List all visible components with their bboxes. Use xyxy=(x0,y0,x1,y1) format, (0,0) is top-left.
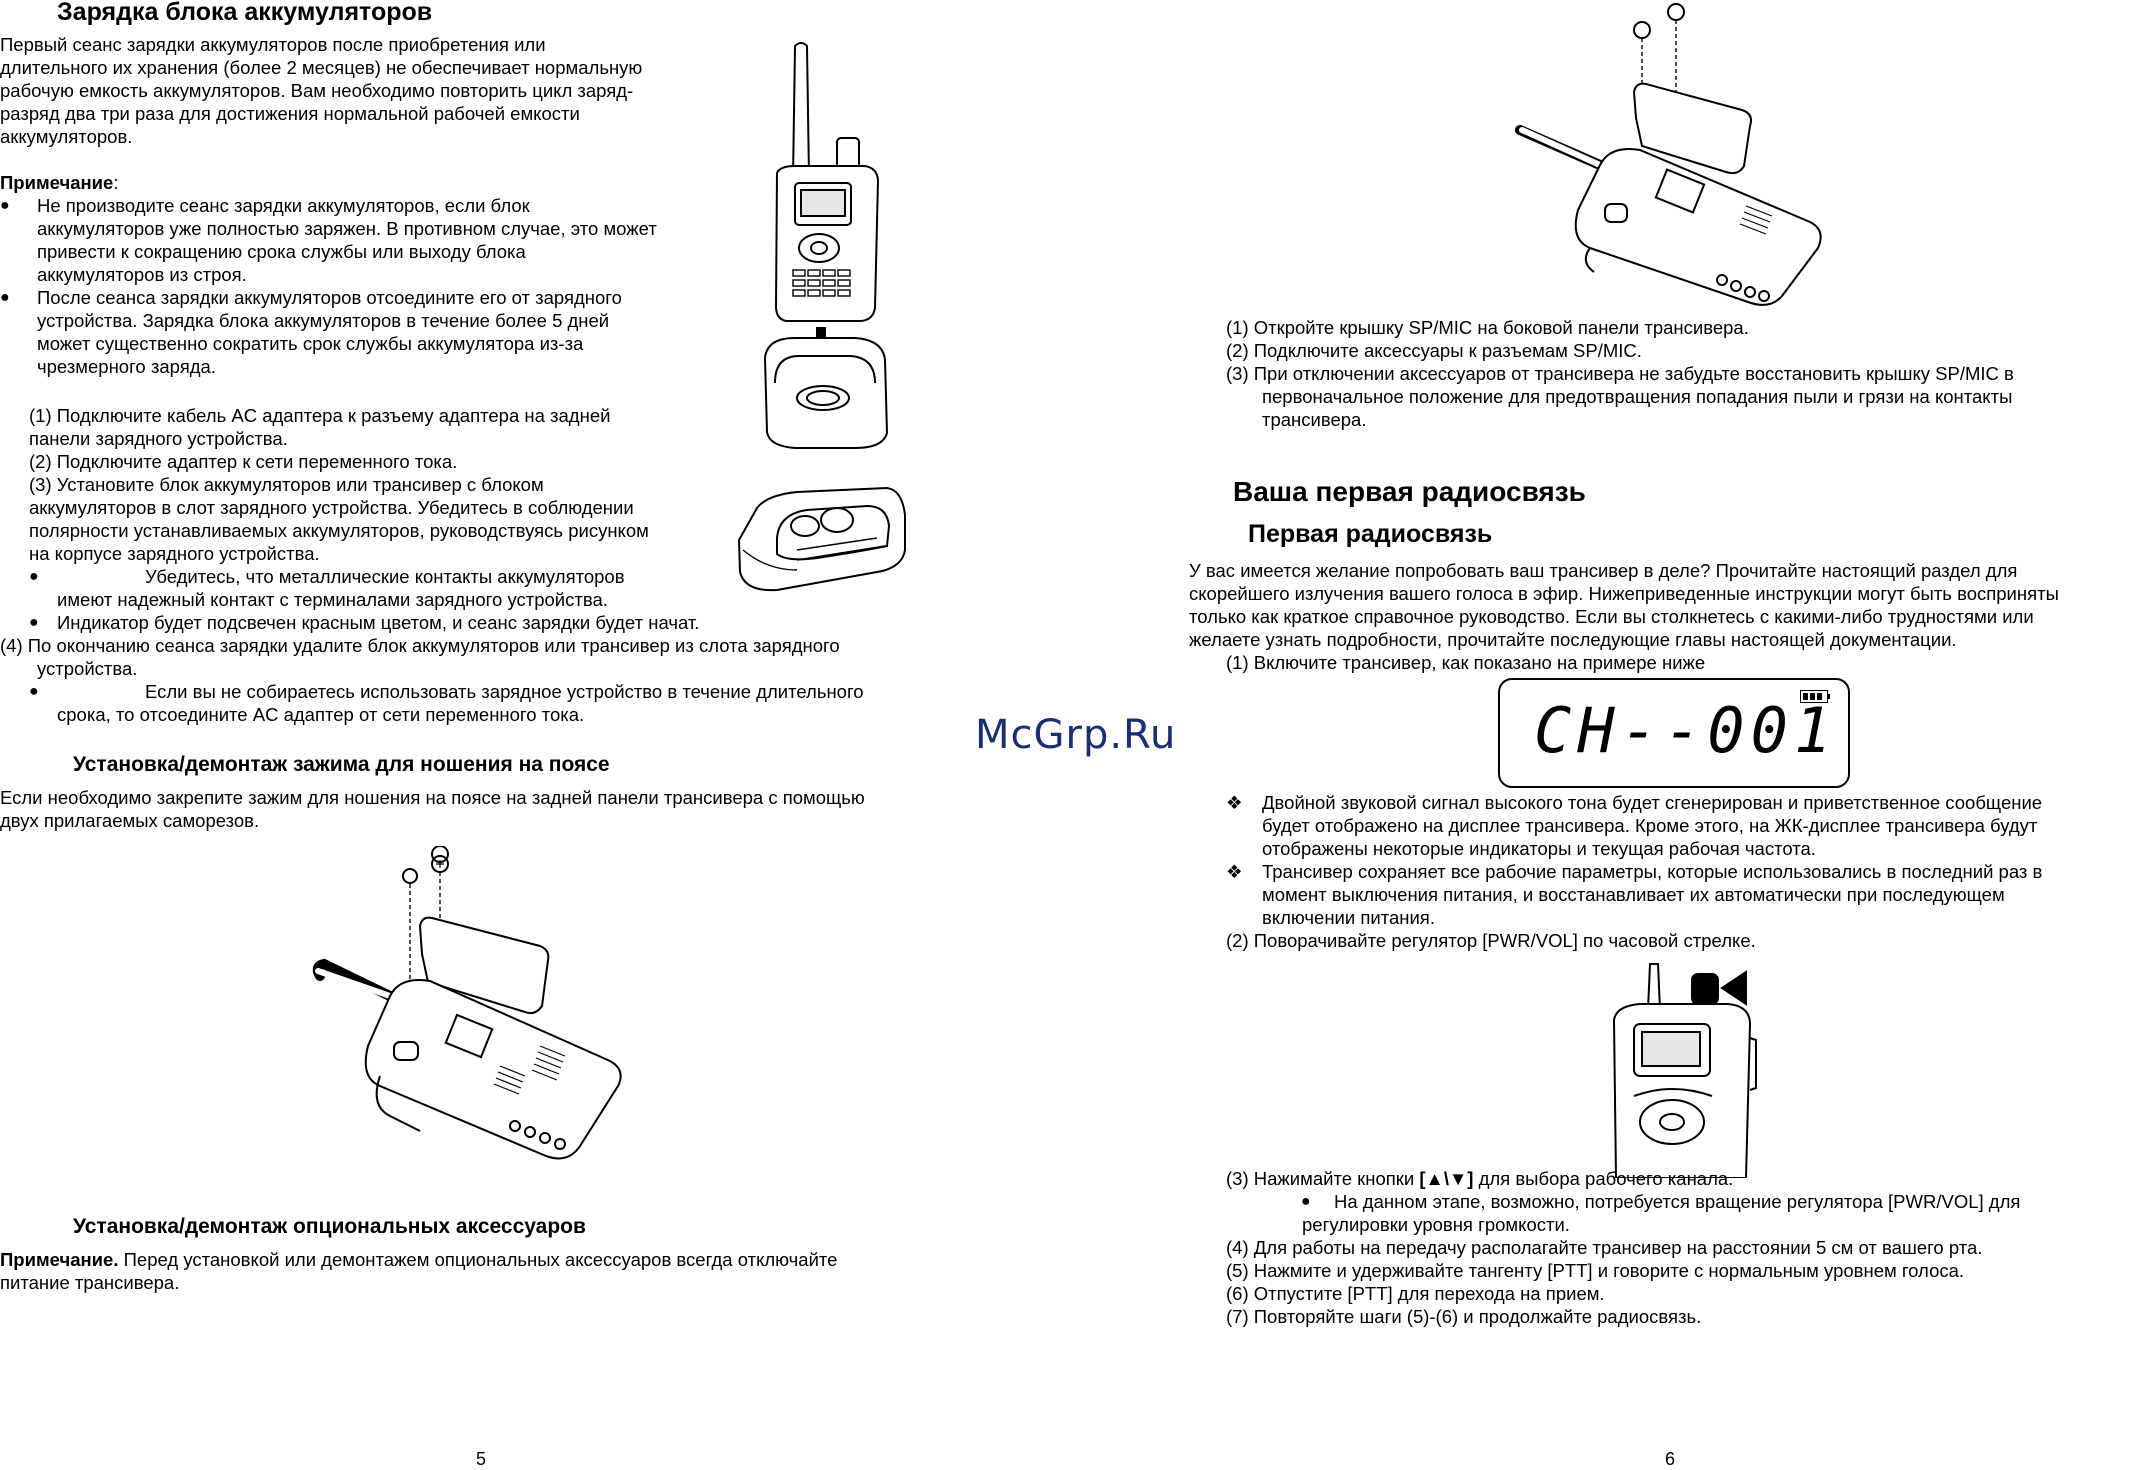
bullet-icon: ● xyxy=(29,568,39,585)
page-number-right: 6 xyxy=(1665,1449,1676,1469)
lcd-display xyxy=(1498,678,1850,788)
subsection-title-first-contact: Первая радиосвязь xyxy=(1248,520,1493,548)
watermark: McGrp.Ru xyxy=(975,712,1177,758)
belt-clip-text: Если необходимо закрепите зажим для ношения на поясе на задней панели трансивера с помощью xyxy=(0,787,865,808)
radio-volume-knob-illustration xyxy=(1600,958,1760,1178)
diamond-icon: ❖ xyxy=(1226,861,1243,882)
section-title-charging: Зарядка блока аккумуляторов xyxy=(57,0,433,26)
section-title-accessories: Установка/демонтаж опциональных аксессуаров xyxy=(73,1215,586,1238)
accessories-note: Примечание. Перед установкой или демонтажем опциональных аксессуаров всегда отключайте xyxy=(0,1249,838,1270)
diamond-icon: ❖ xyxy=(1226,792,1243,813)
bullet-icon: ● xyxy=(1301,1193,1311,1210)
note-heading: Примечание: xyxy=(0,172,119,193)
accessory-cover-illustration xyxy=(1510,0,1830,310)
step-3: (3) Нажимайте кнопки [▲\▼] для выбора рабочего канала. xyxy=(1226,1168,1734,1189)
page-number-left: 5 xyxy=(476,1449,487,1469)
bullet-icon: ● xyxy=(29,683,39,700)
bullet-icon: ● xyxy=(29,614,39,631)
bullet-icon: ● xyxy=(0,197,10,214)
section-title-belt-clip: Установка/демонтаж зажима для ношения на поясе xyxy=(73,753,610,776)
belt-clip-illustration xyxy=(310,846,630,1168)
lcd-channel-text: CH--001 xyxy=(1534,694,1838,767)
bullet-icon: ● xyxy=(0,289,10,306)
charger-illustration xyxy=(737,480,907,596)
radio-charger-illustration xyxy=(755,38,895,450)
section-title-first-contact: Ваша первая радиосвязь xyxy=(1233,476,1586,507)
